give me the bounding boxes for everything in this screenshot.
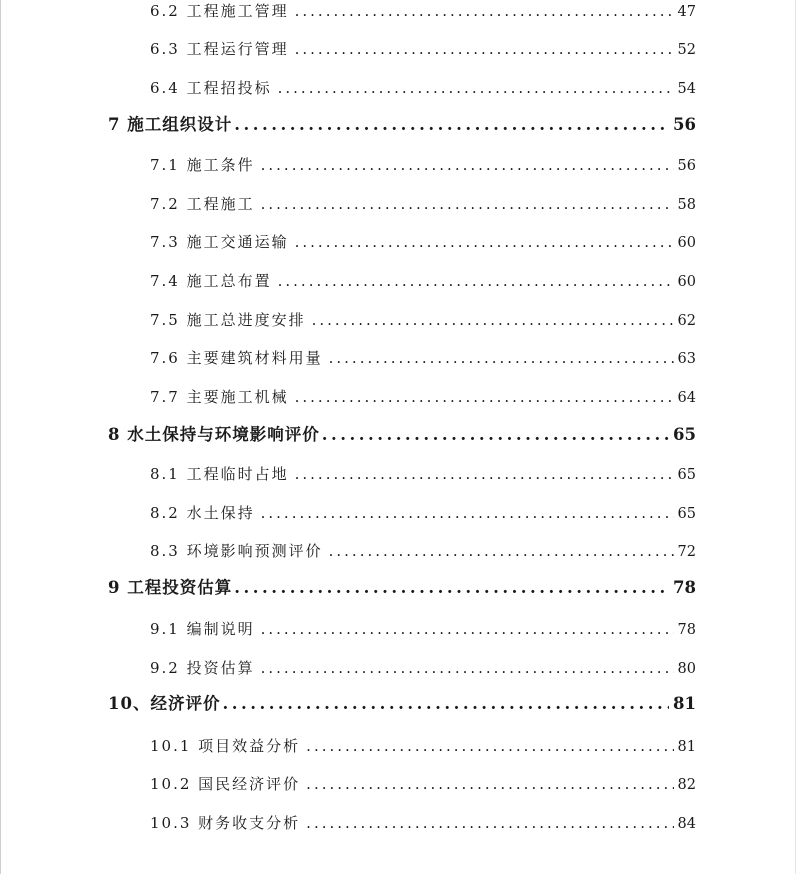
- toc-leader-dots: [329, 349, 674, 367]
- toc-entry-7-2[interactable]: [150, 193, 696, 214]
- toc-leader-dots: [329, 542, 674, 560]
- toc-chapter-page-number: 65: [673, 425, 696, 444]
- toc-entry-title: 9.1 编制说明: [150, 620, 255, 638]
- toc-entry-page-number: 47: [677, 4, 696, 20]
- toc-entry-8-3[interactable]: [150, 540, 696, 561]
- toc-entry-8-1[interactable]: [150, 463, 696, 484]
- toc-entry-title: 8.1 工程临时占地: [150, 465, 289, 483]
- toc-chapter-page-number: 78: [673, 578, 696, 597]
- toc-entry-page-number: 58: [677, 197, 696, 213]
- toc-entry-title: 7.2 工程施工: [150, 195, 255, 213]
- toc-entry-7-7[interactable]: [150, 386, 696, 407]
- toc-entry-title: 7.3 施工交通运输: [150, 233, 289, 251]
- toc-entry-8-2[interactable]: [150, 502, 696, 523]
- toc-chapter-page-number: 56: [673, 115, 696, 134]
- toc-entry-page-number: 60: [677, 274, 696, 290]
- toc-entry-6-4[interactable]: [150, 77, 696, 98]
- toc-entry-title: 8.2 水土保持: [150, 504, 255, 522]
- toc-entry-page-number: 64: [677, 390, 696, 406]
- toc-entry-7-5[interactable]: [150, 309, 696, 330]
- toc-leader-dots: [261, 620, 674, 638]
- toc-leader-dots: [261, 156, 674, 174]
- toc-leader-dots: [295, 465, 674, 483]
- toc-entry-10-2[interactable]: [150, 773, 696, 794]
- toc-leader-dots: [295, 233, 674, 251]
- toc-leader-dots: [261, 504, 674, 522]
- toc-entry-page-number: 63: [677, 351, 696, 367]
- toc-entry-title: 10.2 国民经济评价: [150, 775, 301, 793]
- toc-entry-7-3[interactable]: [150, 231, 696, 252]
- toc-entry-9-1[interactable]: [150, 618, 696, 639]
- toc-entry-page-number: 65: [677, 467, 696, 483]
- toc-entry-title: 7.5 施工总进度安排: [150, 311, 306, 329]
- toc-entry-title: 6.3 工程运行管理: [150, 40, 289, 58]
- toc-leader-dots: [306, 737, 673, 755]
- toc-leader-dots: [222, 694, 669, 713]
- toc-chapter-title: 10、经济评价: [108, 694, 221, 713]
- toc-chapter-title: 9 工程投资估算: [108, 578, 233, 597]
- toc-entry-page-number: 81: [677, 739, 696, 755]
- toc-leader-dots: [312, 311, 674, 329]
- toc-entry-title: 7.1 施工条件: [150, 156, 255, 174]
- toc-entry-page-number: 78: [677, 622, 696, 638]
- toc-leader-dots: [295, 2, 674, 20]
- toc-entry-page-number: 54: [677, 81, 696, 97]
- toc-leader-dots: [322, 425, 669, 444]
- toc-entry-page-number: 52: [677, 42, 696, 58]
- toc-chapter-10[interactable]: [108, 690, 696, 714]
- toc-entry-title: 8.3 环境影响预测评价: [150, 542, 323, 560]
- toc-chapter-7[interactable]: [108, 111, 696, 135]
- toc-entry-title: 10.3 财务收支分析: [150, 814, 301, 832]
- toc-entry-title: 6.2 工程施工管理: [150, 2, 289, 20]
- toc-entry-7-4[interactable]: [150, 270, 696, 291]
- toc-leader-dots: [278, 79, 674, 97]
- toc-leader-dots: [295, 388, 674, 406]
- toc-chapter-title: 8 水土保持与环境影响评价: [108, 425, 320, 444]
- toc-entry-7-6[interactable]: [150, 347, 696, 368]
- toc-chapter-page-number: 81: [673, 694, 696, 713]
- toc-entry-6-3[interactable]: [150, 38, 696, 59]
- toc-entry-title: 7.6 主要建筑材料用量: [150, 349, 323, 367]
- toc-entry-title: 9.2 投资估算: [150, 659, 255, 677]
- toc-chapter-8[interactable]: [108, 421, 696, 445]
- toc-leader-dots: [295, 40, 674, 58]
- toc-entry-6-2[interactable]: [150, 0, 696, 21]
- toc-entry-10-3[interactable]: [150, 812, 696, 833]
- toc-entry-10-1[interactable]: [150, 735, 696, 756]
- toc-leader-dots: [306, 775, 673, 793]
- toc-leader-dots: [234, 578, 669, 597]
- toc-entry-7-1[interactable]: [150, 154, 696, 175]
- toc-chapter-title: 7 施工组织设计: [108, 115, 233, 134]
- toc-entry-page-number: 84: [677, 816, 696, 832]
- toc-leader-dots: [261, 659, 674, 677]
- toc-entry-title: 10.1 项目效益分析: [150, 737, 301, 755]
- toc-entry-title: 7.4 施工总布置: [150, 272, 272, 290]
- toc-entry-page-number: 72: [677, 544, 696, 560]
- toc-leader-dots: [234, 115, 669, 134]
- toc-entry-page-number: 56: [677, 158, 696, 174]
- toc-entry-page-number: 80: [677, 661, 696, 677]
- toc-entry-page-number: 62: [677, 313, 696, 329]
- toc-leader-dots: [261, 195, 674, 213]
- toc-entry-title: 6.4 工程招投标: [150, 79, 272, 97]
- toc-entry-title: 7.7 主要施工机械: [150, 388, 289, 406]
- toc-leader-dots: [278, 272, 674, 290]
- toc-entry-page-number: 82: [677, 777, 696, 793]
- toc-chapter-9[interactable]: [108, 574, 696, 598]
- page-left-border: [0, 0, 1, 874]
- toc-leader-dots: [306, 814, 673, 832]
- toc-entry-page-number: 60: [677, 235, 696, 251]
- toc-entry-page-number: 65: [677, 506, 696, 522]
- toc-entry-9-2[interactable]: [150, 657, 696, 678]
